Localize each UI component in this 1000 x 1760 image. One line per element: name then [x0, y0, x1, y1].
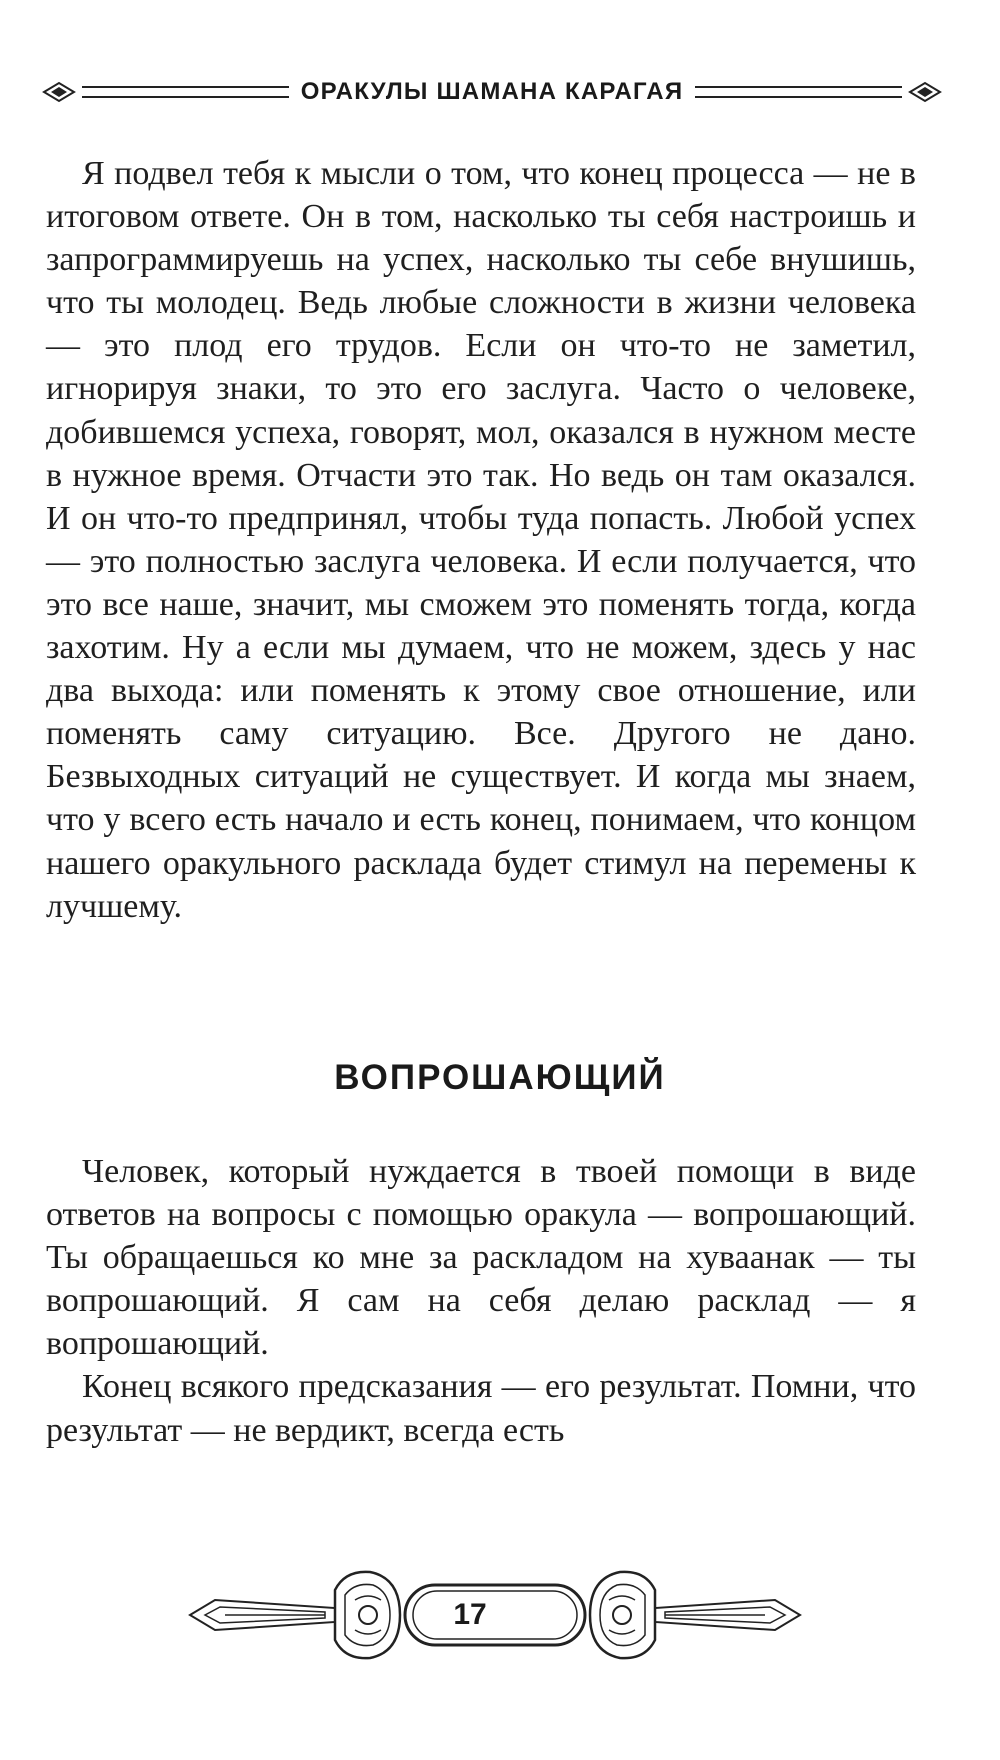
diamond-ornament-icon [908, 80, 942, 104]
page-number: 17 [453, 1598, 487, 1631]
paragraph: Человек, который нуждается в твоей помощи в виде ответов на вопросы с помощью оракула — вопрошающий. Ты обращаешься ко мне за раскладом на хуваанак — ты вопрошающий. Я сам на себя делаю расклад — я вопрошающий. [46, 1153, 916, 1363]
header-rule-right [695, 86, 902, 98]
header-rule-left [82, 86, 289, 98]
diamond-ornament-icon [42, 80, 76, 104]
text-block [46, 1150, 916, 1452]
section-heading: ВОПРОШАЮЩИЙ [334, 1058, 666, 1097]
running-header-title: ОРАКУЛЫ ШАМАНА КАРАГАЯ [300, 78, 684, 105]
text-block [46, 152, 916, 928]
running-header [42, 72, 942, 112]
paragraph: Конец всякого предсказания — его результат. Помни, что результат — не вердикт, всегда есть [46, 1368, 916, 1449]
paragraph: Я подвел тебя к мысли о том, что конец процесса — не в итоговом ответе. Он в том, насколько ты себя настроишь и запрограммируешь на успех, насколько ты себе внушишь, что ты молодец. Ведь любые сложности в жизни человека — это плод его трудов. Если он что-то не заметил, игнорируя знаки, то это его заслуга. Часто о человеке, добившемся успеха, говорят, мол, оказался в нужном месте в нужное время. Отчасти это так. Но ведь он там оказался. И он что-то предпринял, чтобы туда попасть. Любой успех — это полностью заслуга человека. И если получается, что это все наше, значит, мы сможем это поменять тогда, когда захотим. Ну а если мы думаем, что не можем, здесь у нас два выхода: или поменять к этому свое отношение, или поменять саму ситуацию. Все. Другого не дано. Безвыходных ситуаций не существует. И когда мы знаем, что у всего есть начало и есть конец, понимаем, что концом нашего оракульного расклада будет стимул на перемены к лучшему. [46, 155, 916, 925]
